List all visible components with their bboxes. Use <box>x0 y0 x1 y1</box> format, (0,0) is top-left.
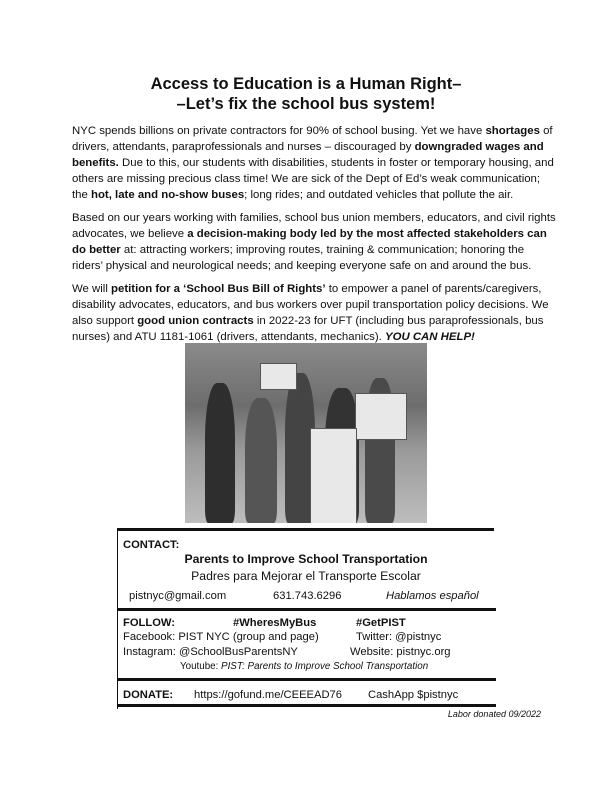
contact-label: CONTACT: <box>123 539 180 551</box>
divider <box>118 704 496 707</box>
emphasis-text: petition for a ‘School Bus Bill of Rights’ <box>111 283 326 295</box>
emphasis-text: benefits. <box>72 157 119 169</box>
cashapp-handle: CashApp $pistnyc <box>368 689 459 701</box>
text-run: advocates, we believe <box>72 228 188 240</box>
text-line <box>72 313 552 329</box>
text-run: Due to this, our students with disabilities, students in foster or temporary housing, and <box>118 157 554 169</box>
donate-label: DONATE: <box>123 689 174 701</box>
text-run: others are missing precious class time! We are sick of the Dept of Ed’s weak communication; <box>72 173 541 185</box>
text-run: NYC spends billions on private contractors for 90% of school busing. Yet we have <box>72 125 486 137</box>
text-run: nurses) and ATU 1181-1061 (drivers, attendants, mechanics). <box>72 331 385 343</box>
title-line-2: –Let’s fix the school bus system! <box>176 95 436 113</box>
phone-number: 631.743.6296 <box>273 590 342 602</box>
website-link[interactable]: Website: pistnyc.org <box>350 646 451 658</box>
gofundme-link[interactable]: https://gofund.me/CEEEAD76 <box>194 689 343 701</box>
text-run: at: attracting workers; improving routes, training & communication; honoring the <box>120 244 525 256</box>
text-run: of <box>539 125 553 137</box>
text-run: drivers, attendants, paraprofessionals and nurses – discouraged by <box>72 141 415 153</box>
text-line <box>72 258 552 274</box>
emphasis-text: shortages <box>485 125 540 137</box>
contact-box <box>117 528 494 709</box>
divider <box>118 608 496 611</box>
text-line <box>72 281 552 297</box>
paragraph-petition <box>72 281 552 345</box>
contact-section <box>118 531 494 602</box>
text-line <box>72 155 552 171</box>
text-run: Based on our years working with families, school bus union members, educators, and civil rights <box>72 212 556 224</box>
text-line <box>72 171 552 187</box>
divider <box>118 678 496 681</box>
email-link[interactable]: pistnyc@gmail.com <box>129 590 227 602</box>
text-run: ; long rides; and outdated vehicles that pollute the air. <box>244 189 514 201</box>
paragraph-problem <box>72 123 552 203</box>
text-run: to empower a panel of parents/caregivers, <box>325 283 542 295</box>
group-photo <box>185 343 427 523</box>
paragraph-solution <box>72 210 556 274</box>
text-line <box>72 242 552 258</box>
org-name-spanish: Padres para Mejorar el Transporte Escolar <box>191 569 421 583</box>
text-line <box>72 187 552 203</box>
youtube-channel: PIST: Parents to Improve School Transportation <box>221 661 429 672</box>
text-run: also support <box>72 315 138 327</box>
emphasis-text: downgraded wages and <box>414 141 544 153</box>
hashtag-wheresmybus[interactable]: #WheresMyBus <box>233 617 317 629</box>
follow-label: FOLLOW: <box>123 617 175 629</box>
text-run: in 2022-23 for UFT (including bus paraprofessionals, bus <box>253 315 544 327</box>
text-line <box>72 139 552 155</box>
twitter-link[interactable]: Twitter: @pistnyc <box>356 631 442 643</box>
youtube-link[interactable] <box>180 661 428 672</box>
emphasis-text: YOU CAN HELP! <box>384 331 475 343</box>
title-line-1: Access to Education is a Human Right– <box>150 75 462 93</box>
text-line <box>72 297 552 313</box>
text-run: We will <box>72 283 112 295</box>
instagram-link[interactable]: Instagram: @SchoolBusParentsNY <box>123 646 298 658</box>
emphasis-text: do better <box>72 244 121 256</box>
org-name-english: Parents to Improve School Transportation <box>184 552 428 566</box>
emphasis-text: good union contracts <box>137 315 254 327</box>
hablamos-espanol: Hablamos español <box>386 590 479 602</box>
text-run: disability advocates, educators, and bus workers over pupil transportation policy decisions. We <box>72 299 549 311</box>
text-line <box>72 226 552 242</box>
text-line <box>72 210 556 226</box>
hashtag-getpist[interactable]: #GetPIST <box>356 617 406 629</box>
text-line <box>72 123 552 139</box>
text-run: riders’ physical and neurological needs; and keeping everyone safe on and around the bus. <box>72 260 532 272</box>
facebook-link[interactable]: Facebook: PIST NYC (group and page) <box>123 631 319 643</box>
emphasis-text: hot, late and no-show buses <box>91 189 245 201</box>
text-run: the <box>72 189 91 201</box>
emphasis-text: a decision-making body led by the most affected stakeholders can <box>187 228 547 240</box>
youtube-label: Youtube: <box>180 661 222 672</box>
labor-donated-note: Labor donated 09/2022 <box>447 709 541 719</box>
